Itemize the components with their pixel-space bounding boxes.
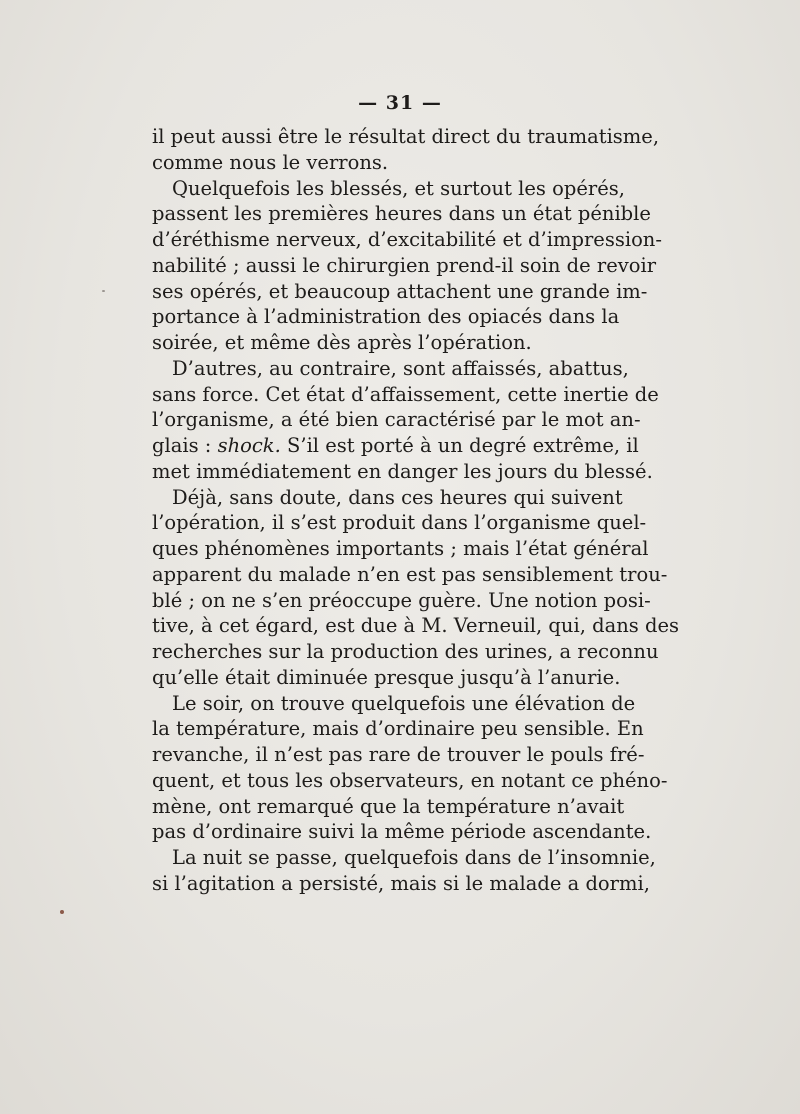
text-line: pas d’ordinaire suivi la même période ascendante. [152,820,652,844]
text-line: met immédiatement en danger les jours du blessé. [152,459,653,483]
text-line: revanche, il n’est pas rare de trouver le pouls fré- [152,743,645,766]
text-line: quent, et tous les observateurs, en notant ce phéno- [152,768,668,792]
text-line: soirée, et même dès après l’opération. [152,331,532,354]
text-line: si l’agitation a persisté, mais si le malade a dormi, [152,871,650,895]
text-line: Le soir, on trouve quelquefois une élévation de [172,691,636,715]
text-line: La nuit se passe, quelquefois dans de l’insomnie, [172,846,656,869]
text-run: glais : [152,434,218,457]
text-line: D’autres, au contraire, sont affaissés, abattus, [172,356,629,380]
text-line: mène, ont remarqué que la température n’avait [152,794,625,818]
text-line: apparent du malade n’en est pas sensiblement trou- [152,562,668,586]
text-line: Quelquefois les blessés, et surtout les opérés, [172,176,625,200]
text-line: il peut aussi être le résultat direct du traumatisme, [152,125,660,148]
text-line: blé ; on ne s’en préoccupe guère. Une notion posi- [152,588,651,612]
text-line: portance à l’administration des opiacés dans la [152,305,620,329]
text-line: nabilité ; aussi le chirurgien prend-il soin de revoir [152,253,657,277]
text-line: comme nous le verrons. [152,150,389,174]
text-line: ses opérés, et beaucoup attachent une grande im- [152,279,648,303]
text-line: sans force. Cet état d’affaissement, cette inertie de [152,382,659,406]
text-line: l’organisme, a été bien caractérisé par le mot an- [152,408,641,432]
text-line: Déjà, sans doute, dans ces heures qui suivent [172,485,623,509]
ink-speck [60,910,64,914]
text-line: la température, mais d’ordinaire peu sensible. En [152,717,644,741]
body-text [152,124,680,897]
text-line: recherches sur la production des urines, a reconnu [152,640,659,663]
ink-speck [102,290,105,292]
text-line: ques phénomènes importants ; mais l’état général [152,537,649,560]
text-line: l’opération, il s’est produit dans l’organisme quel- [152,511,647,535]
text-line: qu’elle était diminuée presque jusqu’à l’anurie. [152,665,621,689]
page-number: — 31 — [358,92,442,114]
text-line: passent les premières heures dans un état pénible [152,202,651,226]
text-run: S’il est porté à un degré extrême, il [280,434,639,457]
text-line [152,433,639,459]
text-line: tive, à cet égard, est due à M. Verneuil, qui, dans des [152,614,680,638]
text-line: d’éréthisme nerveux, d’excitabilité et d’impression- [152,228,662,251]
italic-term: shock. [217,434,281,457]
